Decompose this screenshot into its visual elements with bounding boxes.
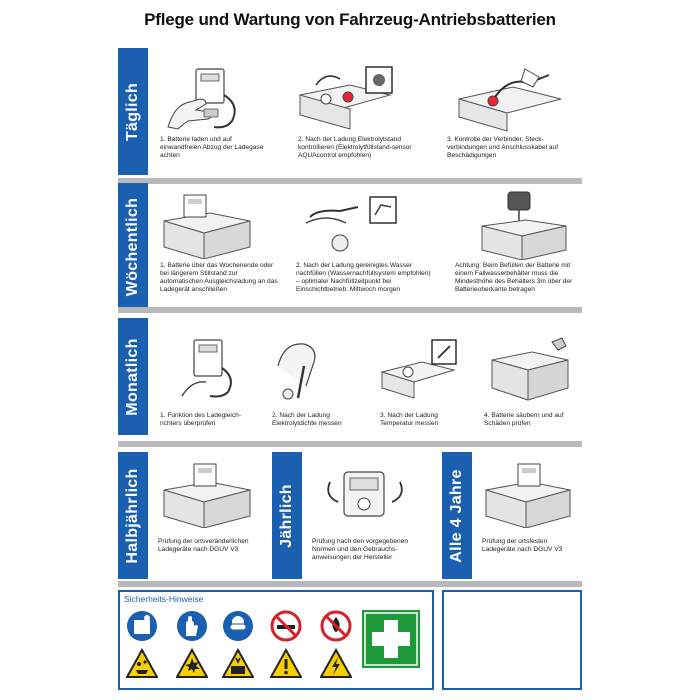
explosive-warning-icon [176, 648, 208, 680]
corrosive-warning-icon [126, 648, 158, 680]
caption-daily-1: 1. Batterie laden und auf einwandfreien Abzug der Ladegase achten [160, 136, 264, 159]
label-weekly [118, 183, 148, 310]
label-daily [118, 48, 148, 175]
page-title: Pflege und Wartung von Fahrzeug-Antriebsbatterien [144, 10, 556, 29]
illustration-fall-water-tank [478, 190, 570, 260]
label-four-years-text: Alle 4 Jahre [448, 468, 465, 563]
separator-3 [118, 441, 582, 447]
illustration-density-measure [268, 336, 334, 402]
illustration-stationary-charger [482, 462, 578, 528]
general-warning-icon [270, 648, 302, 680]
wear-gloves-icon [176, 610, 208, 642]
label-yearly [272, 452, 302, 579]
label-monthly [118, 318, 148, 435]
read-manual-icon [126, 610, 158, 642]
electrical-warning-icon [320, 648, 352, 680]
no-smoking-icon [270, 610, 302, 642]
notes-box [442, 590, 582, 690]
caption-yearly: Prüfung nach den vorgegebenen Normen und den Gebrauchs-anweisungen der Hersteller [312, 538, 409, 561]
wear-goggles-icon [222, 610, 254, 642]
illustration-electrolyte-level [296, 65, 394, 133]
illustration-norm-test [320, 462, 410, 528]
caption-four-years: Prüfung der ortsfesten Ladegeräte nach DGUV V3 [482, 538, 563, 553]
illustration-battery-cleaning [488, 336, 572, 402]
label-half-yearly [118, 452, 148, 579]
illustration-water-refill [300, 193, 400, 259]
separator-1 [118, 178, 582, 184]
label-monthly-text: Monatlich [124, 337, 141, 416]
caption-daily-3: 3. Kontrolle der Verbinder, Steck-verbindungen und Anschlusskabel auf Beschädigungen [447, 136, 559, 159]
label-weekly-text: Wöchentlich [124, 197, 141, 296]
illustration-connector-check [455, 65, 567, 133]
label-yearly-text: Jährlich [278, 483, 295, 548]
first-aid-icon [360, 608, 422, 670]
separator-2 [118, 307, 582, 313]
label-half-yearly-text: Halbjährlich [124, 467, 141, 564]
no-open-flame-icon [320, 610, 352, 642]
caption-monthly-3: 3. Nach der Ladung Temperatur messen [380, 412, 439, 427]
illustration-charging [160, 65, 255, 133]
caption-daily-2: 2. Nach der Ladung Elektrolytstand kontrollieren (Elektrolytfüllstand-sensor AQUAcontrol empfohlen) [298, 136, 412, 159]
illustration-equalizing-charge [160, 193, 260, 259]
illustration-portable-charger [160, 462, 260, 528]
safety-title: Sicherheits-Hinweise [124, 594, 204, 604]
caption-weekly-note: Achtung: Beim Befüllen der Batterie mit einem Fallwasserbehälter muss die Mindesthöhe des Behälters 3m über der Batterieoberkante betragen [455, 262, 573, 293]
caption-half-yearly: Prüfung der ortsveränderlichen Ladegeräte nach DGUV V3 [158, 538, 249, 553]
label-daily-text: Täglich [124, 82, 141, 141]
illustration-charger-check [180, 336, 240, 402]
acid-battery-warning-icon [222, 648, 254, 680]
caption-monthly-2: 2. Nach der Ladung Elektrolytdichte messen [272, 412, 342, 427]
illustration-temperature-measure [378, 338, 458, 402]
caption-weekly-1: 1. Batterie über das Wochenende oder bei längerem Stillstand zur automatischen Ausgleichsladung an das Ladegerät anschließen [160, 262, 278, 293]
label-four-years [442, 452, 472, 579]
safety-box [118, 590, 434, 690]
caption-monthly-4: 4. Batterie säubern und auf Schäden prüfen [484, 412, 564, 427]
separator-4 [118, 581, 582, 587]
caption-monthly-1: 1. Funktion des Ladegleich-richters überprüfen [160, 412, 242, 427]
caption-weekly-2: 2. Nach der Ladung gereinigtes Wasser nachfüllen (Wassernachfüllsystem empfohlen) – optimaler Nachfüllzeitpunkt bei Einschichtbetrieb: Mittwoch morgen [296, 262, 431, 293]
